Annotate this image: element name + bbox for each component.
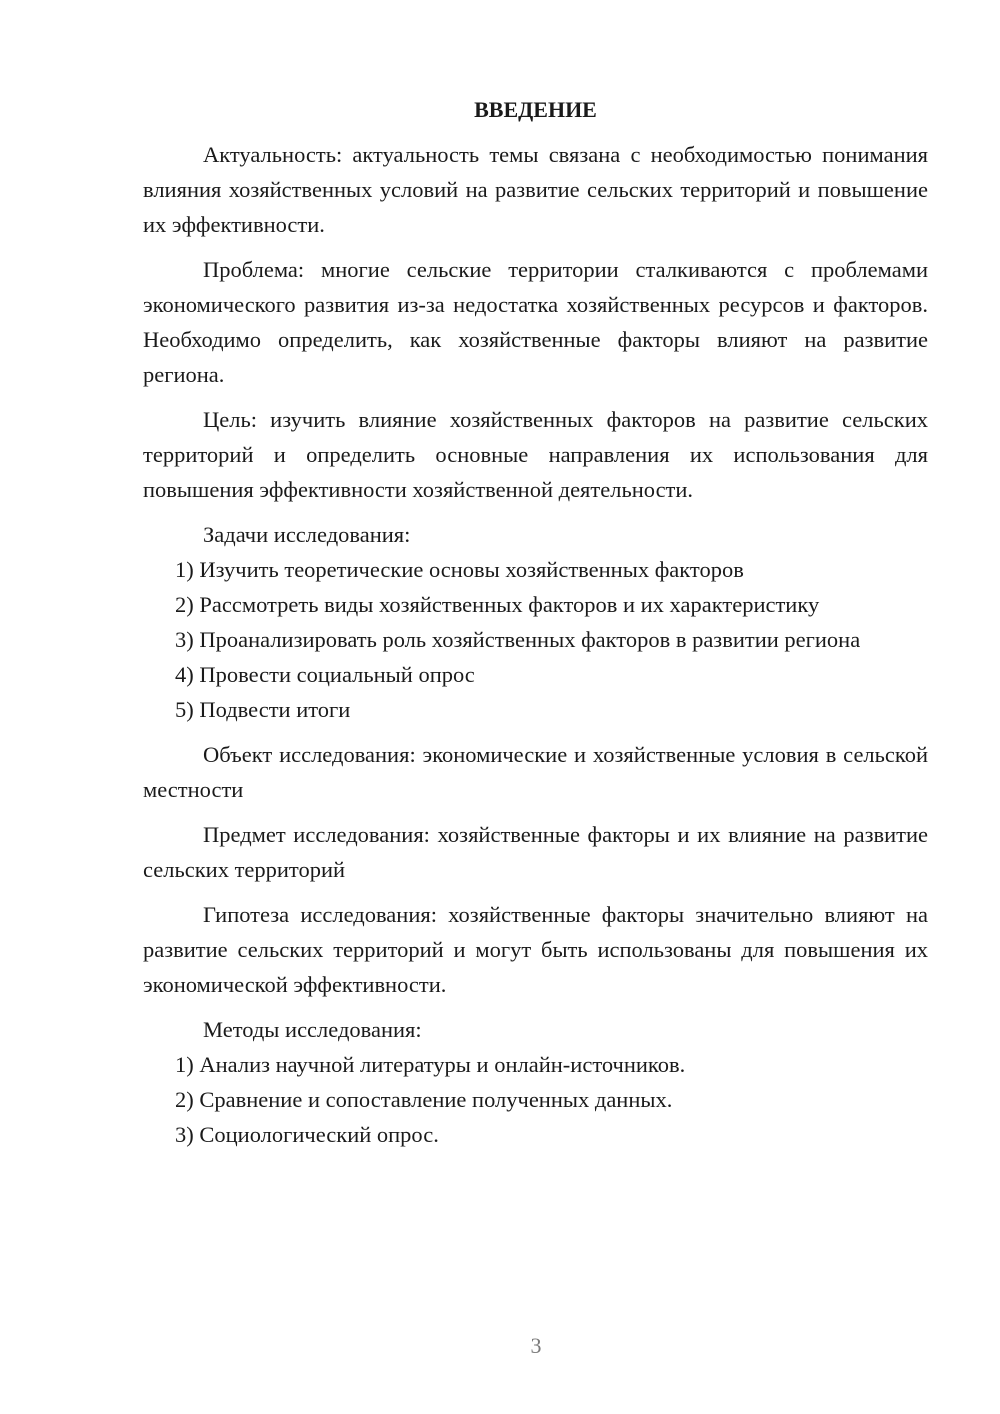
tasks-heading: Задачи исследования: [203,522,411,547]
task-item: 1) Изучить теоретические основы хозяйственных факторов [175,557,744,582]
page-number: 3 [530,1333,542,1358]
goal-paragraph: Цель: изучить влияние хозяйственных факторов на развитие сельских территорий и определить основные направления их использования для повышения эффективности хозяйственной деятельности. [143,407,928,502]
task-item: 3) Проанализировать роль хозяйственных факторов в развитии региона [175,627,861,652]
task-item: 5) Подвести итоги [175,697,351,722]
subject-paragraph: Предмет исследования: хозяйственные факторы и их влияние на развитие сельских территорий [143,822,928,882]
page-content [143,92,928,1152]
task-item: 2) Рассмотреть виды хозяйственных факторов и их характеристику [175,592,820,617]
methods-heading: Методы исследования: [203,1017,422,1042]
method-item: 2) Сравнение и сопоставление полученных данных. [175,1087,673,1112]
method-item: 3) Социологический опрос. [175,1122,439,1147]
object-paragraph: Объект исследования: экономические и хозяйственные условия в сельской местности [143,742,928,802]
relevance-paragraph: Актуальность: актуальность темы связана с необходимостью понимания влияния хозяйственных условий на развитие сельских территорий и повышение их эффективности. [143,142,928,237]
method-item: 1) Анализ научной литературы и онлайн-источников. [175,1052,686,1077]
hypothesis-paragraph: Гипотеза исследования: хозяйственные факторы значительно влияют на развитие сельских территорий и могут быть использованы для повышения их экономической эффективности. [143,902,928,997]
task-item: 4) Провести социальный опрос [175,662,475,687]
problem-paragraph: Проблема: многие сельские территории сталкиваются с проблемами экономического развития из-за недостатка хозяйственных ресурсов и факторов. Необходимо определить, как хозяйственные факторы влияют на развитие региона. [143,257,928,387]
section-title: ВВЕДЕНИЕ [474,97,597,122]
